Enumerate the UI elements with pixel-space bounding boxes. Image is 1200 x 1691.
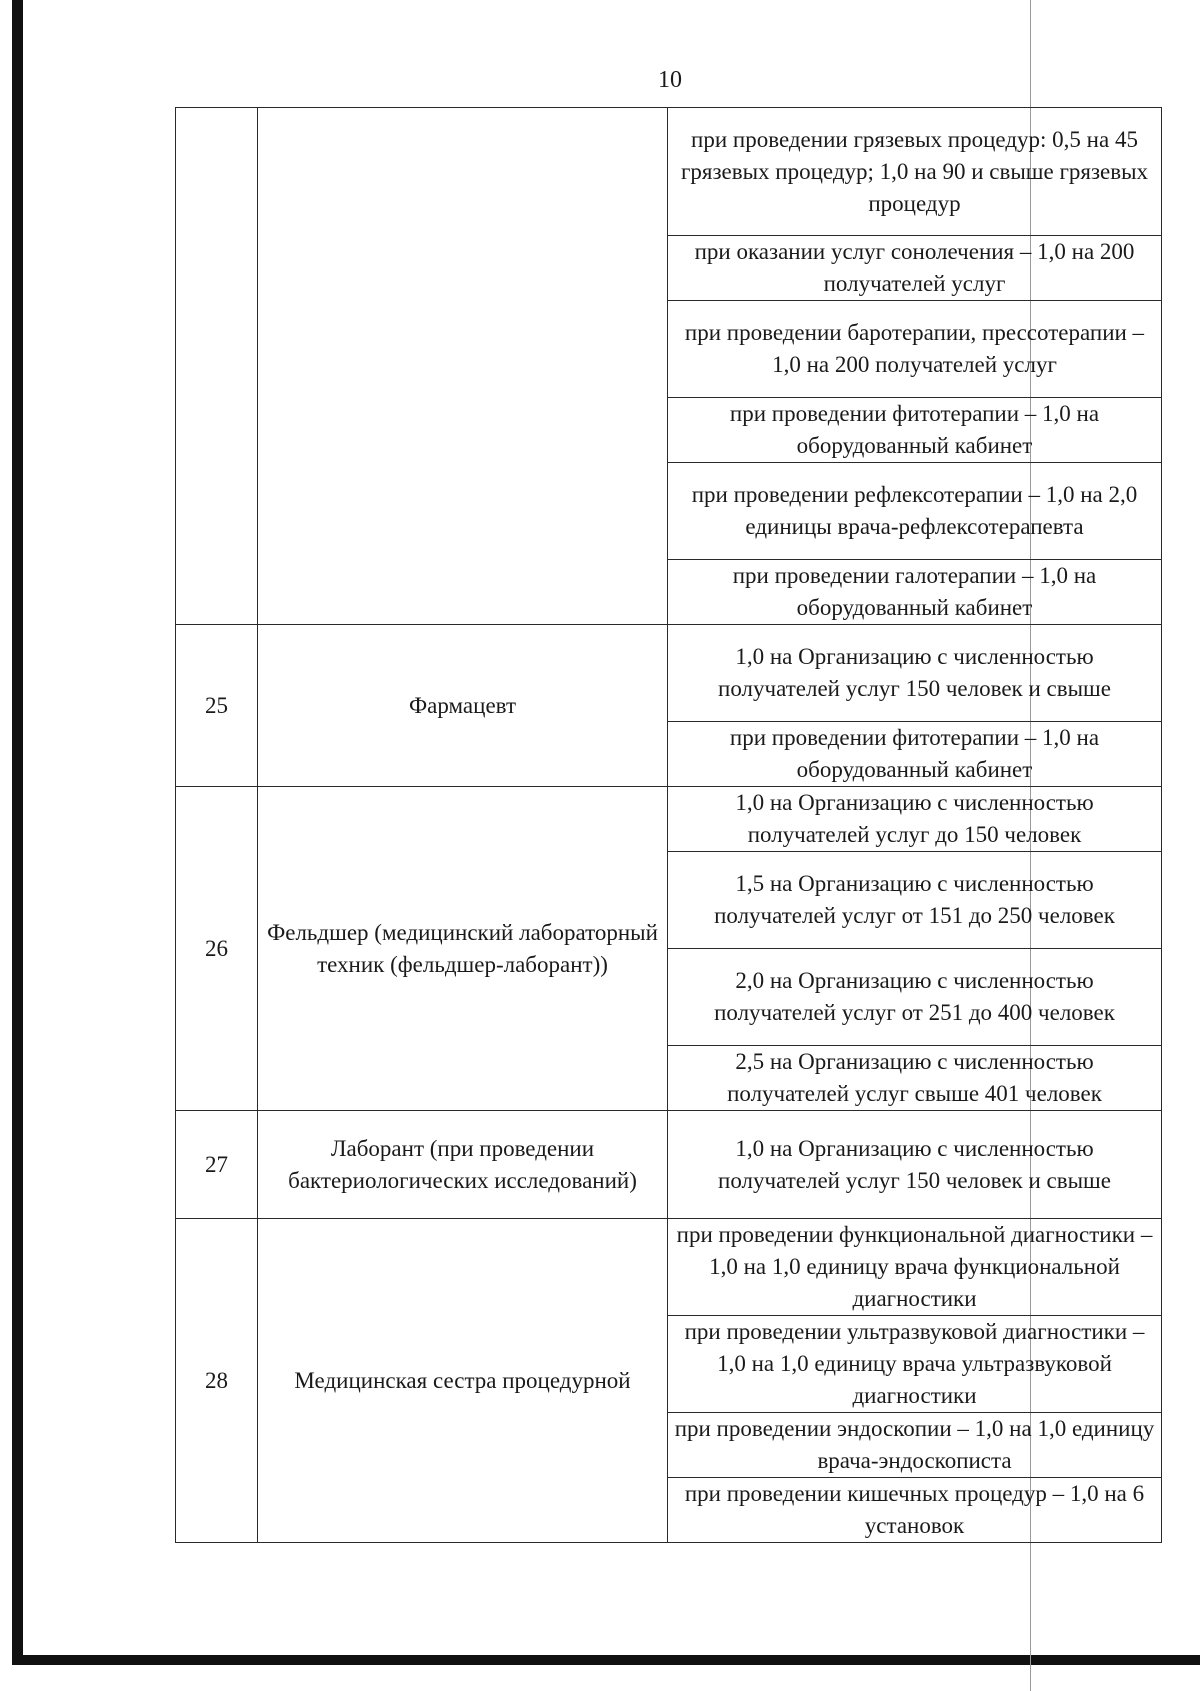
norm-cell: 2,0 на Организацию с численностью получателей услуг от 251 до 400 человек [668, 949, 1162, 1046]
norm-cell: при проведении рефлексотерапии – 1,0 на 2,0 единицы врача-рефлексотерапевта [668, 463, 1162, 560]
position-cell [258, 108, 668, 625]
position-cell: Лаборант (при проведении бактериологических исследований) [258, 1111, 668, 1219]
norm-cell: при проведении грязевых процедур: 0,5 на 45 грязевых процедур; 1,0 на 90 и свыше грязевых процедур [668, 108, 1162, 236]
scan-edge-left [12, 0, 23, 1658]
norm-cell: 1,0 на Организацию с численностью получателей услуг до 150 человек [668, 787, 1162, 852]
position-cell: Фельдшер (медицинский лабораторный техник (фельдшер-лаборант)) [258, 787, 668, 1111]
position-cell: Фармацевт [258, 625, 668, 787]
row-number-cell: 25 [176, 625, 258, 787]
staffing-norms-table [175, 107, 1162, 1543]
page-number: 10 [658, 67, 682, 93]
norm-cell: 1,5 на Организацию с численностью получателей услуг от 151 до 250 человек [668, 852, 1162, 949]
row-number-cell: 26 [176, 787, 258, 1111]
norm-cell: при оказании услуг сонолечения – 1,0 на 200 получателей услуг [668, 236, 1162, 301]
norm-cell: 1,0 на Организацию с численностью получателей услуг 150 человек и свыше [668, 625, 1162, 722]
norm-cell: при проведении ультразвуковой диагностики – 1,0 на 1,0 единицу врача ультразвуковой диагностики [668, 1316, 1162, 1413]
table-row [176, 1111, 1162, 1219]
norm-cell: при проведении галотерапии – 1,0 на оборудованный кабинет [668, 560, 1162, 625]
norm-cell: при проведении кишечных процедур – 1,0 на 6 установок [668, 1478, 1162, 1543]
norm-cell: при проведении фитотерапии – 1,0 на оборудованный кабинет [668, 722, 1162, 787]
norm-cell: при проведении фитотерапии – 1,0 на оборудованный кабинет [668, 398, 1162, 463]
norm-cell: при проведении баротерапии, прессотерапии – 1,0 на 200 получателей услуг [668, 301, 1162, 398]
table-row [176, 787, 1162, 852]
norm-cell: при проведении эндоскопии – 1,0 на 1,0 единицу врача-эндоскописта [668, 1413, 1162, 1478]
norm-cell: 2,5 на Организацию с численностью получателей услуг свыше 401 человек [668, 1046, 1162, 1111]
table-row [176, 1219, 1162, 1316]
norm-cell: при проведении функциональной диагностики – 1,0 на 1,0 единицу врача функциональной диагностики [668, 1219, 1162, 1316]
table-row [176, 108, 1162, 236]
position-cell: Медицинская сестра процедурной [258, 1219, 668, 1543]
row-number-cell: 28 [176, 1219, 258, 1543]
table-row [176, 625, 1162, 722]
row-number-cell [176, 108, 258, 625]
norm-cell: 1,0 на Организацию с численностью получателей услуг 150 человек и свыше [668, 1111, 1162, 1219]
row-number-cell: 27 [176, 1111, 258, 1219]
scan-edge-bottom [12, 1655, 1200, 1665]
